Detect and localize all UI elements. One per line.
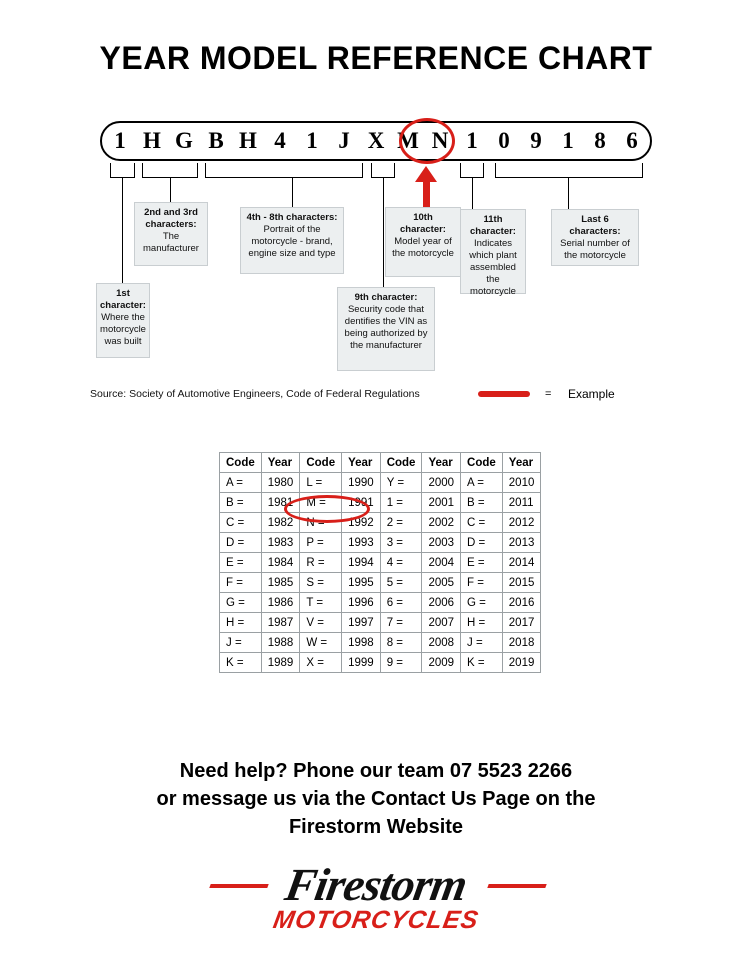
leader-line <box>568 177 569 209</box>
table-row <box>220 513 541 533</box>
cell-code: A = <box>220 473 262 493</box>
cell-year: 1990 <box>342 473 381 493</box>
callout-body: Portrait of the motorcycle - brand, engine size and type <box>248 224 336 259</box>
leader-line <box>292 177 293 207</box>
vin-char: 1 <box>306 128 318 153</box>
callout-body: Model year of the motorcycle <box>392 236 454 259</box>
callout-body: Security code that dentifies the VIN as being authorized by the manufacturer <box>344 304 428 351</box>
cell-year: 2011 <box>502 493 541 513</box>
year-code-table <box>219 452 541 673</box>
callout-9th-character <box>337 287 435 371</box>
model-year-highlight-ellipse <box>399 118 455 164</box>
table-row <box>220 593 541 613</box>
legend-example-swatch <box>478 391 530 397</box>
vin-char: X <box>367 128 385 153</box>
table-row <box>220 573 541 593</box>
footer-line-3: Firestorm Website <box>288 816 464 838</box>
legend-example-label: Example <box>568 387 615 401</box>
cell-code: D = <box>220 533 262 553</box>
vin-char: 9 <box>530 128 542 153</box>
callout-11th-character <box>460 209 526 297</box>
legend-equals: = <box>545 388 552 400</box>
leader-line <box>495 177 643 178</box>
cell-code: H = <box>461 613 503 633</box>
cell-code: 8 = <box>380 633 422 653</box>
callout-4th-8th-characters <box>240 207 344 274</box>
callout-10th-character <box>385 207 461 277</box>
cell-code: A = <box>461 473 503 493</box>
vin-char: N <box>431 128 449 153</box>
vin-char: H <box>239 128 257 153</box>
vin-char: 1 <box>114 128 126 153</box>
leader-line <box>472 177 473 209</box>
callout-1st-character <box>96 283 150 358</box>
cell-year: 1991 <box>342 493 381 513</box>
cell-year: 2012 <box>502 513 541 533</box>
table-row <box>220 553 541 573</box>
logo-subtext: MOTORCYCLES <box>271 906 482 934</box>
cell-year: 1999 <box>342 653 381 673</box>
cell-code: L = <box>300 473 342 493</box>
leader-line <box>383 177 384 287</box>
vin-char: 1 <box>466 128 478 153</box>
table-row <box>220 633 541 653</box>
vin-char: 0 <box>498 128 510 153</box>
cell-year: 2004 <box>422 553 461 573</box>
column-header: Code <box>380 453 422 473</box>
cell-year: 2001 <box>422 493 461 513</box>
leader-line <box>460 163 461 177</box>
table-row <box>220 653 541 673</box>
vin-number-box <box>100 121 652 161</box>
leader-line <box>142 163 143 177</box>
cell-year: 2016 <box>502 593 541 613</box>
column-header: Year <box>422 453 461 473</box>
table-row <box>220 613 541 633</box>
cell-year: 2005 <box>422 573 461 593</box>
leader-line <box>170 177 171 202</box>
column-header: Code <box>220 453 262 473</box>
callout-heading: 10th character: <box>400 212 446 235</box>
cell-year: 2008 <box>422 633 461 653</box>
cell-code: 2 = <box>380 513 422 533</box>
vin-char: J <box>338 128 350 153</box>
leader-line <box>134 163 135 177</box>
cell-code: G = <box>220 593 262 613</box>
cell-year: 2014 <box>502 553 541 573</box>
column-header: Code <box>461 453 503 473</box>
table-row <box>220 493 541 513</box>
cell-year: 2015 <box>502 573 541 593</box>
cell-code: D = <box>461 533 503 553</box>
callout-body: Indicates which plant assembled the motorcycle <box>469 238 517 297</box>
leader-line <box>122 177 123 283</box>
cell-year: 2010 <box>502 473 541 493</box>
cell-code: 1 = <box>380 493 422 513</box>
cell-year: 2000 <box>422 473 461 493</box>
cell-code: W = <box>300 633 342 653</box>
cell-code: V = <box>300 613 342 633</box>
cell-code: 4 = <box>380 553 422 573</box>
leader-line <box>205 177 363 178</box>
cell-year: 1989 <box>261 653 300 673</box>
cell-code: 3 = <box>380 533 422 553</box>
cell-code: 7 = <box>380 613 422 633</box>
cell-year: 1980 <box>261 473 300 493</box>
table-row <box>220 473 541 493</box>
cell-code: G = <box>461 593 503 613</box>
cell-year: 1994 <box>342 553 381 573</box>
cell-year: 1982 <box>261 513 300 533</box>
source-text: Source: Society of Automotive Engineers, Code of Federal Regulations <box>90 388 420 400</box>
leader-line <box>483 163 484 177</box>
cell-year: 2013 <box>502 533 541 553</box>
cell-code: B = <box>220 493 262 513</box>
callout-body: Serial number of the motorcycle <box>560 238 630 261</box>
cell-year: 2009 <box>422 653 461 673</box>
callout-body: Where the motorcycle was built <box>100 312 146 347</box>
cell-code: 6 = <box>380 593 422 613</box>
column-header: Code <box>300 453 342 473</box>
leader-line <box>197 163 198 177</box>
leader-line <box>495 163 496 177</box>
vin-char: 8 <box>594 128 606 153</box>
cell-code: E = <box>461 553 503 573</box>
leader-line <box>642 163 643 177</box>
vin-char: G <box>175 128 193 153</box>
cell-year: 1993 <box>342 533 381 553</box>
logo-wordmark: Firestorm <box>281 859 471 910</box>
cell-code: J = <box>220 633 262 653</box>
cell-year: 2017 <box>502 613 541 633</box>
cell-year: 2006 <box>422 593 461 613</box>
callout-heading: Last 6 characters: <box>569 214 621 237</box>
column-header: Year <box>502 453 541 473</box>
cell-year: 1997 <box>342 613 381 633</box>
cell-code: E = <box>220 553 262 573</box>
cell-year: 1987 <box>261 613 300 633</box>
page-title: YEAR MODEL REFERENCE CHART <box>99 40 653 76</box>
cell-year: 2018 <box>502 633 541 653</box>
leader-line <box>362 163 363 177</box>
cell-year: 2003 <box>422 533 461 553</box>
cell-code: C = <box>220 513 262 533</box>
cell-year: 1995 <box>342 573 381 593</box>
vin-char: H <box>143 128 161 153</box>
callout-last-6-characters <box>551 209 639 266</box>
cell-code: N = <box>300 513 342 533</box>
cell-code: F = <box>220 573 262 593</box>
cell-code: J = <box>461 633 503 653</box>
column-header: Year <box>261 453 300 473</box>
cell-code: Y = <box>380 473 422 493</box>
cell-year: 1992 <box>342 513 381 533</box>
cell-year: 2007 <box>422 613 461 633</box>
callout-heading: 1st character: <box>100 288 146 311</box>
cell-code: 5 = <box>380 573 422 593</box>
callout-2nd-3rd-characters <box>134 202 208 266</box>
cell-year: 2019 <box>502 653 541 673</box>
cell-code: C = <box>461 513 503 533</box>
table-highlight-ellipse <box>284 495 370 523</box>
callout-heading: 11th character: <box>470 214 516 237</box>
cell-code: M = <box>300 493 342 513</box>
callout-heading: 9th character: <box>354 292 418 303</box>
table-row <box>220 533 541 553</box>
callout-heading: 2nd and 3rd characters: <box>144 207 198 230</box>
cell-code: P = <box>300 533 342 553</box>
cell-year: 1984 <box>261 553 300 573</box>
cell-code: K = <box>220 653 262 673</box>
cell-year: 1983 <box>261 533 300 553</box>
vin-char: 4 <box>274 128 286 153</box>
callout-heading: 4th - 8th characters: <box>246 212 338 223</box>
red-arrow-head <box>415 166 437 182</box>
cell-year: 1996 <box>342 593 381 613</box>
cell-year: 1988 <box>261 633 300 653</box>
cell-code: F = <box>461 573 503 593</box>
leader-line <box>110 163 111 177</box>
vin-char: 6 <box>626 128 638 153</box>
cell-code: S = <box>300 573 342 593</box>
leader-line <box>205 163 206 177</box>
column-header: Year <box>342 453 381 473</box>
cell-year: 1981 <box>261 493 300 513</box>
vin-char: 1 <box>562 128 574 153</box>
leader-line <box>371 163 372 177</box>
cell-year: 1998 <box>342 633 381 653</box>
table-header-row <box>220 453 541 473</box>
leader-line <box>394 163 395 177</box>
cell-code: X = <box>300 653 342 673</box>
footer-contact <box>0 757 752 841</box>
cell-year: 1986 <box>261 593 300 613</box>
callout-body: The manufacturer <box>143 231 199 254</box>
cell-year: 2002 <box>422 513 461 533</box>
vin-char: B <box>208 128 224 153</box>
cell-code: 9 = <box>380 653 422 673</box>
cell-code: R = <box>300 553 342 573</box>
vin-char-model-year: M <box>397 128 419 153</box>
cell-code: B = <box>461 493 503 513</box>
footer-line-1: Need help? Phone our team 07 5523 2266 <box>179 760 573 782</box>
footer-line-2: or message us via the Contact Us Page on the <box>156 788 596 810</box>
cell-year: 1985 <box>261 573 300 593</box>
cell-code: H = <box>220 613 262 633</box>
cell-code: K = <box>461 653 503 673</box>
firestorm-logo <box>196 858 556 938</box>
cell-code: T = <box>300 593 342 613</box>
